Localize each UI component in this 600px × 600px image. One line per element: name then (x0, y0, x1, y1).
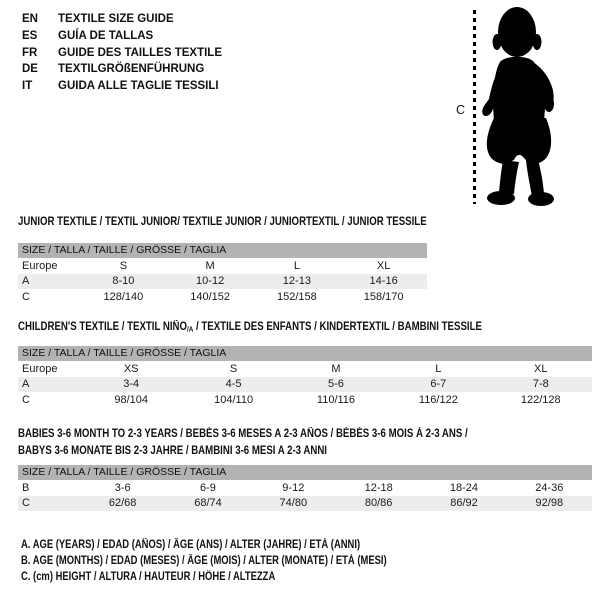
babies-title-line-2: BABYS 3-6 MONATE BIS 2-3 JAHRE / BAMBINI 3-6 MESI A 2-3 ANNI (18, 445, 327, 457)
row-label: C (22, 393, 30, 406)
size-value-cell: 12-18 (364, 481, 393, 494)
size-value-cell: 14-16 (340, 274, 427, 290)
table-row-europe (18, 361, 592, 377)
language-row-en (22, 11, 222, 28)
size-value-cell: 62/68 (80, 496, 165, 512)
size-value-cell: 4-5 (182, 377, 284, 393)
language-row-it (22, 78, 222, 95)
size-value-cell: 128/140 (103, 290, 144, 303)
babies-size-header-bar: SIZE / TALLA / TAILLE / GRÖSSE / TAGLIA (18, 465, 592, 480)
row-label: A (18, 377, 80, 393)
size-value-cell: S (119, 259, 128, 272)
size-value-cell: 8-10 (80, 274, 167, 290)
size-value-cell: 6-7 (387, 377, 489, 393)
size-value-cell: 7-8 (490, 377, 592, 393)
children-title-sub: /A (187, 324, 194, 334)
height-dashed-line (473, 10, 476, 204)
table-row-b (18, 480, 592, 496)
junior-size-table (18, 243, 427, 305)
row-label: Europe (22, 362, 58, 375)
size-value-cell: 3-6 (114, 481, 131, 494)
note-age-years: A. AGE (YEARS) / EDAD (AÑOS) / ÂGE (ANS) / ALTER (JAHRE) / ETÀ (ANNI) (21, 539, 361, 551)
size-value-cell: 104/110 (214, 393, 254, 406)
language-label: TEXTILE SIZE GUIDE (58, 13, 174, 25)
size-value-cell: 24-36 (535, 481, 564, 494)
size-value-cell: XS (123, 362, 139, 375)
language-label: TEXTILGRÖßENFÜHRUNG (58, 63, 205, 76)
row-label: C (22, 290, 30, 303)
size-value-cell: 74/80 (251, 496, 336, 512)
row-label: Europe (22, 259, 58, 272)
language-code: FR (22, 46, 38, 59)
table-row-c (18, 289, 427, 305)
babies-title-line-1: BABIES 3-6 MONTH TO 2-3 YEARS / BEBÉS 3-6 MESES A 2-3 AÑOS / BÉBÉS 3-6 MOIS À 2-3 ANS / (18, 428, 468, 440)
note-height-cm: C. (cm) HEIGHT / ALTURA / HAUTEUR / HÖHE / ALTEZZA (21, 570, 276, 583)
size-value-cell: 18-24 (449, 481, 479, 494)
row-label: B (22, 481, 30, 494)
size-value-cell: 68/74 (165, 496, 250, 512)
row-label: C (18, 496, 80, 512)
size-value-cell: 122/128 (520, 393, 561, 406)
table-row-a (18, 274, 427, 290)
size-value-cell: M (205, 259, 215, 272)
size-value-cell: 9-12 (282, 481, 305, 494)
children-table-title (18, 321, 482, 334)
size-value-cell: 5-6 (285, 377, 387, 393)
language-label: GUIDA ALLE TAGLIE TESSILI (58, 80, 219, 93)
size-value-cell: 3-4 (80, 377, 182, 393)
size-value-cell: 86/92 (421, 496, 506, 512)
toddler-silhouette-icon (480, 0, 600, 210)
size-value-cell: 140/152 (190, 290, 230, 303)
size-value-cell: 6-9 (200, 481, 216, 494)
size-value-cell: 158/170 (363, 290, 404, 303)
legend-notes (21, 538, 467, 585)
children-size-header-bar: SIZE / TALLA / TAILLE / GRÖSSE / TAGLIA (18, 346, 592, 361)
junior-size-header-bar: SIZE / TALLA / TAILLE / GRÖSSE / TAGLIA (18, 243, 427, 258)
height-c-label: C (456, 103, 466, 117)
size-value-cell: L (435, 362, 442, 375)
size-value-cell: 10-12 (167, 274, 254, 290)
size-value-cell: 116/122 (418, 393, 458, 406)
language-code: IT (22, 80, 33, 93)
size-value-cell: M (331, 362, 341, 375)
size-value-cell: 152/158 (276, 290, 317, 303)
row-label: A (18, 274, 80, 290)
language-code: ES (22, 29, 38, 42)
language-row-es (22, 28, 222, 45)
language-row-fr (22, 45, 222, 62)
size-value-cell: 98/104 (114, 393, 149, 406)
language-row-de (22, 61, 222, 78)
size-value-cell: 80/86 (336, 496, 421, 512)
junior-table-title: JUNIOR TEXTILE / TEXTIL JUNIOR/ TEXTILE JUNIOR / JUNIORTEXTIL / JUNIOR TESSILE (18, 216, 427, 228)
language-code: EN (22, 13, 38, 25)
children-size-table (18, 346, 592, 408)
size-value-cell: XL (376, 259, 391, 272)
table-row-a (18, 377, 592, 393)
language-list (22, 11, 222, 95)
size-value-cell: 12-13 (254, 274, 341, 290)
size-value-cell: 110/116 (316, 393, 356, 406)
note-age-months: B. AGE (MONTHS) / EDAD (MESES) / ÂGE (MOIS) / ALTER (MONATE) / ETÀ (MESI) (21, 554, 387, 567)
size-value-cell: L (293, 259, 300, 272)
language-label: GUIDE DES TAILLES TEXTILE (58, 46, 222, 59)
language-label: GUÍA DE TALLAS (58, 29, 154, 42)
table-row-c (18, 392, 592, 408)
children-title-text-after: / TEXTILE DES ENFANTS / KINDERTEXTIL / BAMBINI TESSILE (193, 321, 482, 333)
table-row-europe (18, 258, 427, 274)
babies-size-table (18, 465, 592, 511)
children-title-text: CHILDREN'S TEXTILE / TEXTIL NIÑO (18, 321, 188, 333)
size-value-cell: XL (534, 362, 548, 375)
language-code: DE (22, 63, 38, 76)
table-row-c (18, 496, 592, 512)
babies-table-title (18, 426, 468, 460)
size-value-cell: 92/98 (507, 496, 592, 512)
size-value-cell: S (229, 362, 238, 375)
